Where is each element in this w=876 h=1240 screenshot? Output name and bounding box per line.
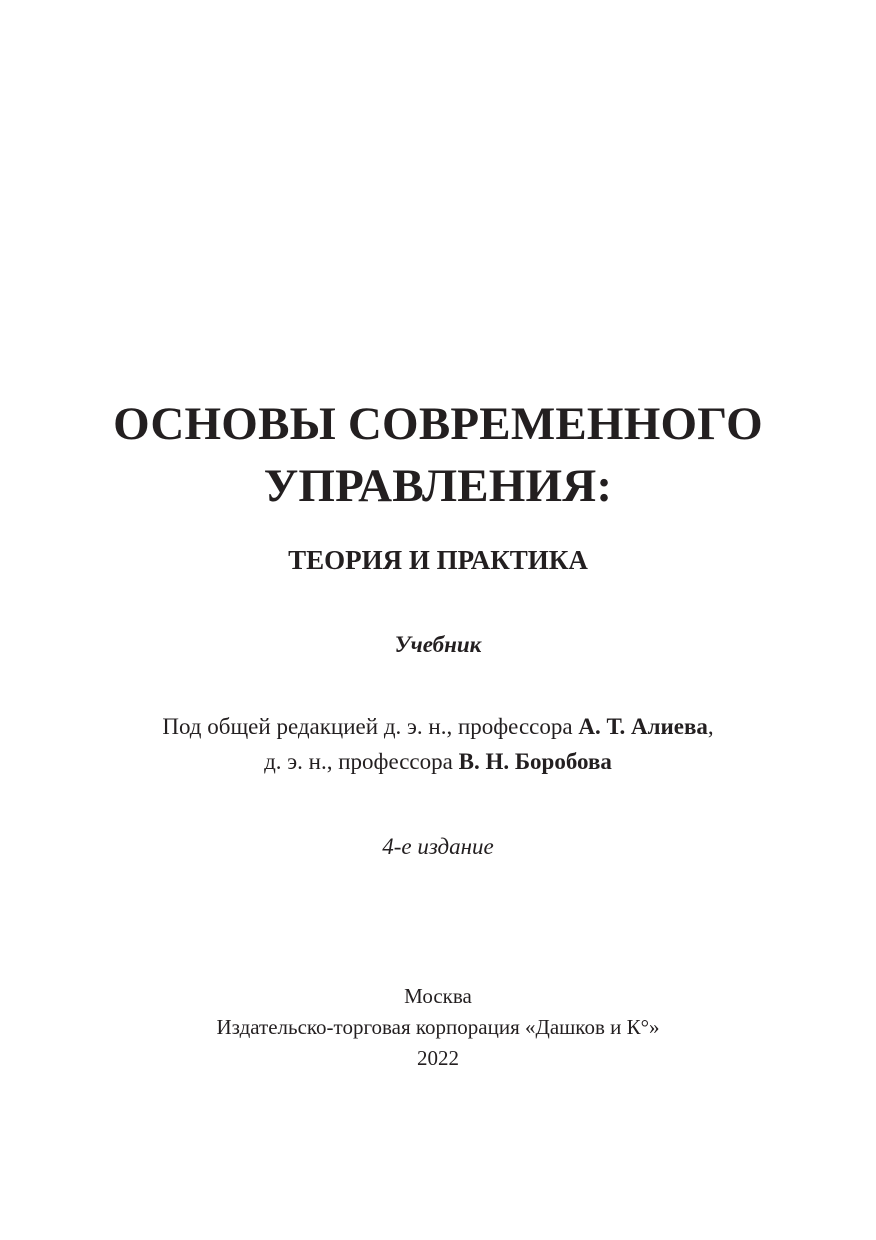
book-genre: Учебник [394,632,482,657]
book-title-line-1: ОСНОВЫ СОВРЕМЕННОГО [113,398,763,450]
imprint-city: Москва [404,984,472,1008]
editors-line-2 [0,747,876,777]
book-subtitle: ТЕОРИЯ И ПРАКТИКА [288,545,588,575]
editors-line-1-suffix: , [707,714,714,739]
editors-line-1 [0,712,876,742]
imprint-publisher: Издательско-торговая корпорация «Дашков и К°» [216,1015,660,1039]
editor-name-aliev: А. Т. Алиева [578,714,708,739]
editors-line-1-prefix: Под общей редакцией д. э. н., профессора [162,714,579,739]
editors-line-2-prefix: д. э. н., профессора [264,749,459,774]
edition-number: 4-е издание [382,834,494,859]
editor-name-borobov: В. Н. Боробова [458,749,612,774]
imprint-year: 2022 [417,1046,459,1070]
book-title-line-2: УПРАВЛЕНИЯ: [263,460,613,512]
